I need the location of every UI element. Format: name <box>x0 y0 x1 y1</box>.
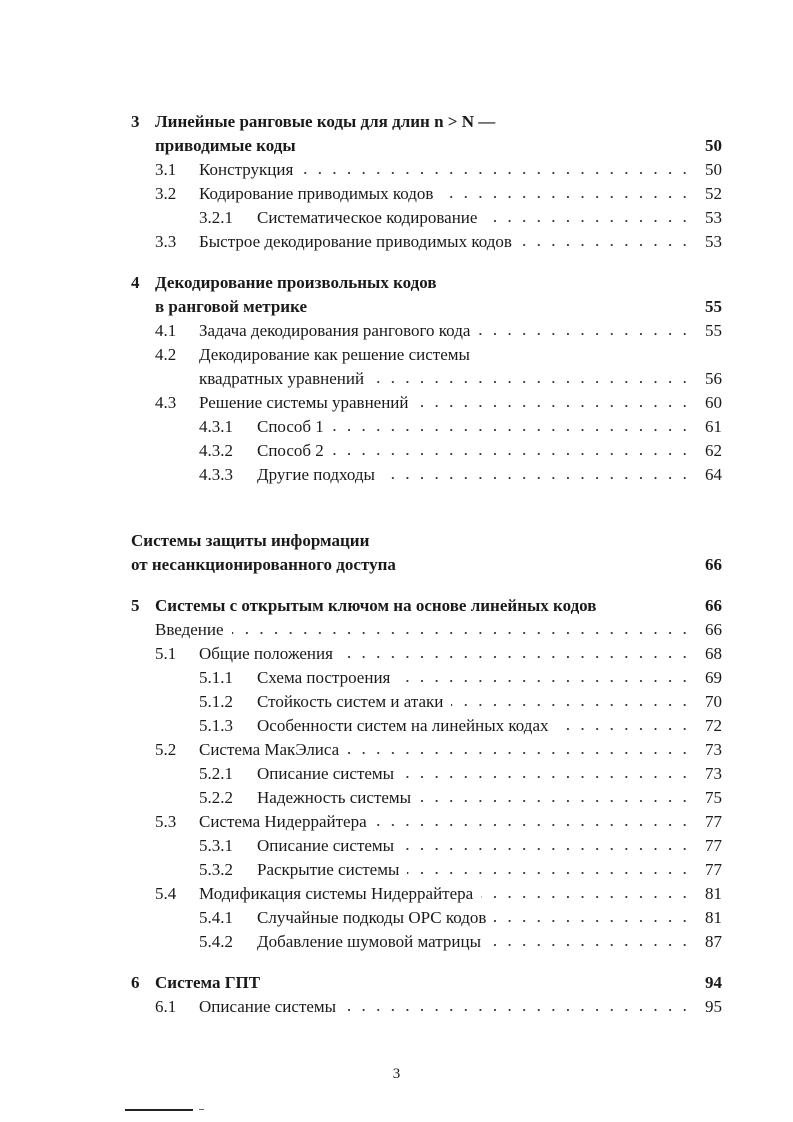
leader-dots <box>520 230 692 254</box>
leader-dots <box>417 391 692 415</box>
leader-dots <box>375 810 692 834</box>
entry-number: 4.1 <box>155 321 177 340</box>
entry-page: 68 <box>705 644 722 663</box>
leader-dots <box>481 882 692 906</box>
leader-dots <box>232 618 692 642</box>
entry-page: 72 <box>705 716 722 735</box>
toc-section-entry <box>131 995 722 1019</box>
entry-title: Конструкция <box>199 160 294 179</box>
entry-page: 66 <box>705 596 722 615</box>
toc-chapter-entry <box>131 295 722 319</box>
entry-number: 3.1 <box>155 160 177 179</box>
toc-subsection-entry <box>131 834 722 858</box>
entry-title: Системы защиты информации <box>131 531 370 550</box>
entry-number: 5.3.2 <box>199 860 233 879</box>
toc-subsection-entry <box>131 666 722 690</box>
entry-page: 87 <box>705 932 722 951</box>
leader-dots <box>383 463 692 487</box>
leader-dots <box>398 666 692 690</box>
leader-dots <box>332 439 692 463</box>
entry-page: 75 <box>705 788 722 807</box>
entry-page: 55 <box>705 297 722 316</box>
toc-subsection-entry <box>131 906 722 930</box>
leader-dots <box>485 206 692 230</box>
entry-title: Введение <box>155 620 224 639</box>
toc-chapter-entry <box>131 271 722 295</box>
entry-title: Решение системы уравнений <box>199 393 409 412</box>
leader-dots <box>557 714 692 738</box>
entry-title: Система МакЭлиса <box>199 740 340 759</box>
entry-page: 50 <box>705 160 722 179</box>
entry-title: Система Нидеррайтера <box>199 812 367 831</box>
toc-section-entry <box>131 391 722 415</box>
entry-page: 94 <box>705 973 722 992</box>
entry-number: 4 <box>131 273 140 292</box>
leader-dots <box>494 906 692 930</box>
entry-page: 53 <box>705 208 722 227</box>
entry-title: Надежность системы <box>257 788 412 807</box>
leader-dots <box>402 834 692 858</box>
entry-title: Способ 2 <box>257 441 324 460</box>
entry-number: 4.3.2 <box>199 441 233 460</box>
entry-number: 5 <box>131 596 140 615</box>
table-of-contents <box>131 110 722 1019</box>
toc-subsection-entry <box>131 930 722 954</box>
entry-number: 5.4.2 <box>199 932 233 951</box>
entry-number: 5.2.1 <box>199 764 233 783</box>
toc-chapter-entry <box>131 971 722 995</box>
toc-subsection-entry <box>131 786 722 810</box>
toc-subsection-entry <box>131 714 722 738</box>
entry-number: 5.2.2 <box>199 788 233 807</box>
toc-subsection-entry <box>131 415 722 439</box>
entry-title: Модификация системы Нидеррайтера <box>199 884 474 903</box>
entry-title: квадратных уравнений <box>199 369 365 388</box>
leader-dots <box>451 690 692 714</box>
entry-number: 3.2.1 <box>199 208 233 227</box>
entry-title: приводимые коды <box>155 136 296 155</box>
entry-page: 52 <box>705 184 722 203</box>
entry-title: Описание системы <box>257 836 395 855</box>
leader-dots <box>419 786 692 810</box>
entry-title: Декодирование произвольных кодов <box>155 273 437 292</box>
entry-page: 50 <box>705 136 722 155</box>
entry-page: 77 <box>705 836 722 855</box>
entry-page: 77 <box>705 860 722 879</box>
toc-section-entry <box>131 367 722 391</box>
entry-title: Раскрытие системы <box>257 860 400 879</box>
entry-page: 70 <box>705 692 722 711</box>
entry-number: 6 <box>131 973 140 992</box>
toc-section-entry <box>131 230 722 254</box>
entry-number: 4.3.1 <box>199 417 233 436</box>
entry-title: Задача декодирования рангового кода <box>199 321 471 340</box>
toc-part-heading <box>131 553 722 577</box>
toc-subsection-entry <box>131 463 722 487</box>
entry-number: 3.2 <box>155 184 177 203</box>
leader-dots <box>407 858 692 882</box>
entry-page: 64 <box>705 465 722 484</box>
entry-page: 73 <box>705 740 722 759</box>
leader-dots <box>478 319 692 343</box>
entry-number: 6.1 <box>155 997 177 1016</box>
entry-number: 5.1.2 <box>199 692 233 711</box>
leader-dots <box>301 158 692 182</box>
entry-title: Система ГПТ <box>155 973 261 992</box>
entry-page: 81 <box>705 884 722 903</box>
page-number: 3 <box>392 1066 401 1082</box>
footer-rule <box>125 1109 193 1111</box>
entry-title: Случайные подкоды ОРС кодов <box>257 908 487 927</box>
entry-page: 61 <box>705 417 722 436</box>
toc-section-entry <box>131 343 722 367</box>
toc-chapter-entry <box>131 110 722 134</box>
entry-number: 5.4 <box>155 884 177 903</box>
entry-title: Описание системы <box>199 997 337 1016</box>
leader-dots <box>489 930 692 954</box>
entry-page: 62 <box>705 441 722 460</box>
leader-dots <box>402 762 692 786</box>
entry-title: в ранговой метрике <box>155 297 308 316</box>
entry-page: 53 <box>705 232 722 251</box>
toc-section-entry <box>131 882 722 906</box>
toc-chapter-entry <box>131 134 722 158</box>
entry-title: Особенности систем на линейных кодах <box>257 716 549 735</box>
toc-chapter-entry <box>131 594 722 618</box>
entry-number: 5.2 <box>155 740 177 759</box>
entry-page: 60 <box>705 393 722 412</box>
entry-title: Систематическое кодирование <box>257 208 478 227</box>
entry-page: 66 <box>705 620 722 639</box>
entry-page: 66 <box>705 555 722 574</box>
footer-rule-mark <box>199 1109 204 1110</box>
entry-number: 5.1 <box>155 644 177 663</box>
toc-subsection-entry <box>131 762 722 786</box>
entry-number: 5.4.1 <box>199 908 233 927</box>
entry-title: Схема построения <box>257 668 391 687</box>
entry-number: 5.3.1 <box>199 836 233 855</box>
toc-part-heading <box>131 529 722 553</box>
entry-number: 5.1.1 <box>199 668 233 687</box>
entry-title: Способ 1 <box>257 417 324 436</box>
entry-page: 55 <box>705 321 722 340</box>
leader-dots <box>341 642 692 666</box>
leader-dots <box>441 182 692 206</box>
entry-title: Быстрое декодирование приводимых кодов <box>199 232 512 251</box>
entry-title: Описание системы <box>257 764 395 783</box>
entry-page: 81 <box>705 908 722 927</box>
entry-number: 4.3.3 <box>199 465 233 484</box>
entry-title: от несанкционированного доступа <box>131 555 396 574</box>
toc-subsection-entry <box>131 439 722 463</box>
leader-dots <box>344 995 692 1019</box>
entry-number: 5.3 <box>155 812 177 831</box>
toc-subsection-entry <box>131 690 722 714</box>
entry-page: 56 <box>705 369 722 388</box>
toc-intro-entry <box>131 618 722 642</box>
entry-title: Системы с открытым ключом на основе линейных кодов <box>155 596 597 615</box>
entry-page: 77 <box>705 812 722 831</box>
toc-section-entry <box>131 319 722 343</box>
entry-number: 4.2 <box>155 345 177 364</box>
toc-section-entry <box>131 182 722 206</box>
leader-dots <box>347 738 692 762</box>
toc-section-entry <box>131 642 722 666</box>
toc-subsection-entry <box>131 206 722 230</box>
entry-number: 3 <box>131 112 140 131</box>
toc-section-entry <box>131 738 722 762</box>
entry-number: 5.1.3 <box>199 716 233 735</box>
entry-title: Общие положения <box>199 644 333 663</box>
entry-title: Другие подходы <box>257 465 375 484</box>
entry-number: 4.3 <box>155 393 177 412</box>
leader-dots <box>372 367 692 391</box>
entry-title: Декодирование как решение системы <box>199 345 470 364</box>
toc-section-entry <box>131 158 722 182</box>
entry-title: Линейные ранговые коды для длин n > N — <box>155 112 496 131</box>
entry-title: Добавление шумовой матрицы <box>257 932 481 951</box>
toc-subsection-entry <box>131 858 722 882</box>
entry-page: 69 <box>705 668 722 687</box>
entry-title: Стойкость систем и атаки <box>257 692 444 711</box>
entry-number: 3.3 <box>155 232 177 251</box>
leader-dots <box>332 415 692 439</box>
toc-section-entry <box>131 810 722 834</box>
entry-title: Кодирование приводимых кодов <box>199 184 434 203</box>
entry-page: 95 <box>705 997 722 1016</box>
entry-page: 73 <box>705 764 722 783</box>
